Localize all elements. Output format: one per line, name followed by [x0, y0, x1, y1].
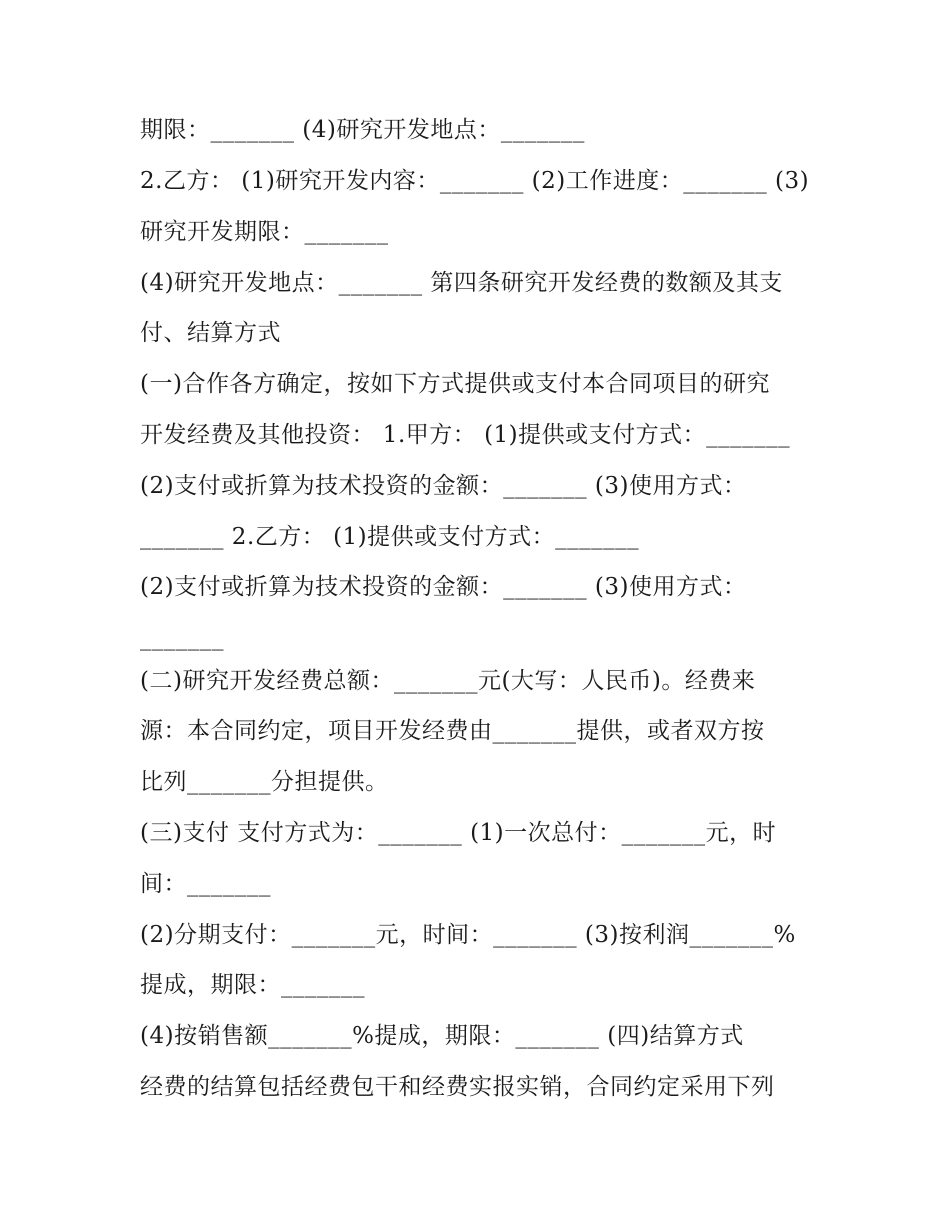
text-line: (2)分期支付：_______元，时间：_______ (3)按利润_______% — [140, 922, 796, 948]
text-line: (2)支付或折算为技术投资的金额：_______ (3)使用方式： — [140, 473, 747, 499]
text-line: 开发经费及其他投资： 1.甲方： (1)提供或支付方式：_______ — [140, 422, 791, 448]
text-line: _______ 2.乙方： (1)提供或支付方式：_______ — [140, 524, 640, 550]
text-line: (4)研究开发地点：_______ 第四条研究开发经费的数额及其支 — [140, 270, 783, 296]
text-line: 2.乙方： (1)研究开发内容：_______ (2)工作进度：_______ (3) — [140, 168, 810, 194]
text-line: 期限：_______ (4)研究开发地点：_______ — [140, 117, 585, 143]
text-line: (二)研究开发经费总额：_______元(大写：人民币)。经费来 — [140, 668, 756, 694]
text-line: 源：本合同约定，项目开发经费由_______提供，或者双方按 — [140, 718, 765, 744]
text-line: 提成，期限：_______ — [140, 972, 365, 998]
text-line: 付、结算方式 — [140, 320, 281, 346]
text-line: (三)支付 支付方式为：_______ (1)一次总付：_______元，时 — [140, 820, 777, 846]
text-line: (4)按销售额_______%提成，期限：_______ (四)结算方式 — [140, 1023, 744, 1049]
text-line: (2)支付或折算为技术投资的金额：_______ (3)使用方式： — [140, 574, 747, 600]
text-line: 经费的结算包括经费包干和经费实报实销，合同约定采用下列 — [140, 1074, 775, 1100]
text-line: 间：_______ — [140, 871, 271, 897]
text-line: (一)合作各方确定，按如下方式提供或支付本合同项目的研究 — [140, 371, 770, 397]
text-line: _______ — [140, 625, 224, 651]
text-line: 比列_______分担提供。 — [140, 769, 389, 795]
text-line: 研究开发期限：_______ — [140, 219, 389, 245]
